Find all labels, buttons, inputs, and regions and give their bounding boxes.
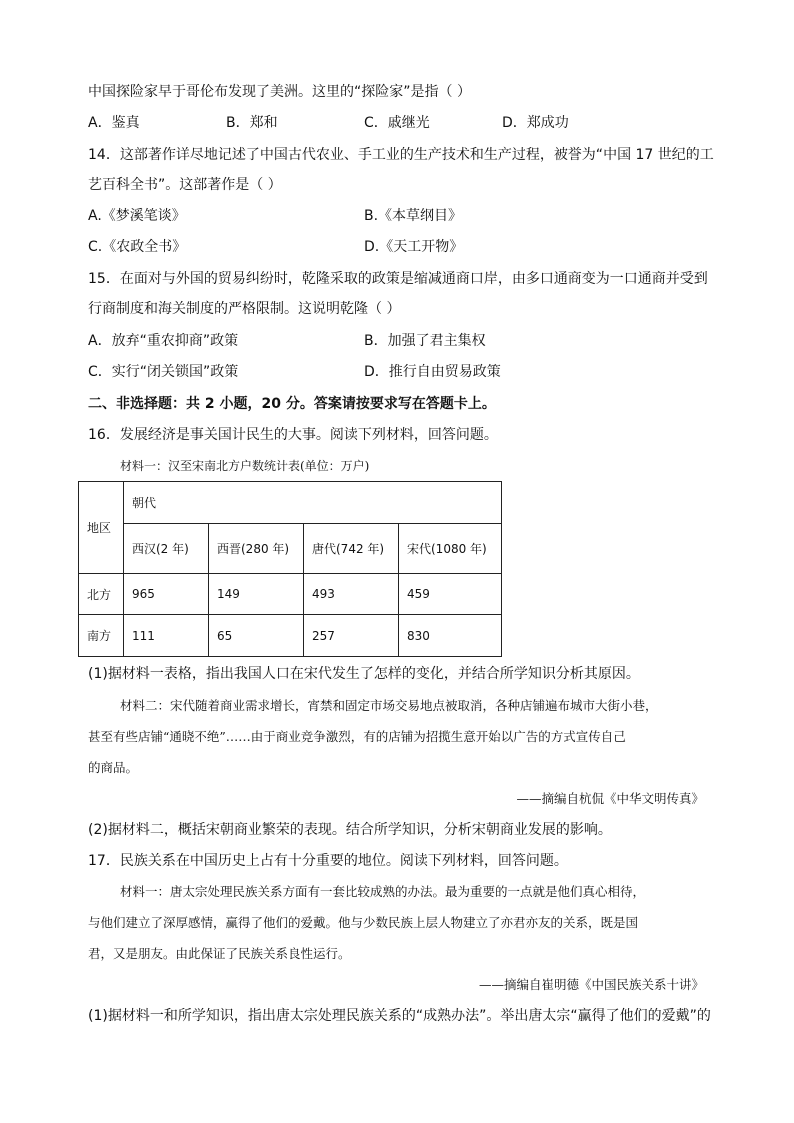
q14-option-a: A.《梦溪笔谈》 — [88, 208, 186, 224]
q14-stem-line1: 14．这部著作详尽地记述了中国古代农业、手工业的生产技术和生产过程，被誉为“中国 17 世纪的工 — [88, 147, 714, 163]
material2-source: ——摘编自杭侃《中华文明传真》 — [516, 791, 704, 806]
q16-sub2: (2)据材料二，概括宋朝商业繁荣的表现。结合所学知识，分析宋朝商业发展的影响。 — [88, 822, 612, 838]
row-label: 北方 — [79, 574, 124, 615]
table-header-row — [79, 482, 502, 524]
q14-option-d: D.《天工开物》 — [364, 239, 464, 255]
q15-option-c: C．实行“闭关锁国”政策 — [88, 364, 239, 380]
q14-option-b: B.《本草纲目》 — [364, 208, 463, 224]
material1-line2: 与他们建立了深厚感情，赢得了他们的爱戴。他与少数民族上层人物建立了亦君亦友的关系，既是国 — [88, 915, 639, 930]
material2-line1: 材料二：宋代随着商业需求增长，宵禁和固定市场交易地点被取消，各种店铺遍布城市大街小巷， — [120, 698, 658, 713]
material2-line3: 的商品。 — [88, 760, 139, 775]
table-cell: 830 — [399, 615, 502, 657]
table-cell: 111 — [124, 615, 209, 657]
q15-stem-line1: 15．在面对与外国的贸易纠纷时，乾隆采取的政策是缩减通商口岸，由多口通商变为一口通商并受到 — [88, 271, 708, 287]
material1-line3: 君，又是朋友。由此保证了民族关系良性运行。 — [88, 946, 351, 961]
q15-stem-line2: 行商制度和海关制度的严格限制。这说明乾隆（ ） — [88, 301, 401, 317]
q14-stem-line2: 艺百科全书”。这部著作是（ ） — [88, 177, 282, 193]
column-header: 唐代(742 年) — [304, 524, 399, 574]
column-header: 西汉(2 年) — [124, 524, 209, 574]
q13-option-d: D．郑成功 — [502, 115, 569, 131]
dynasty-header: 朝代 — [132, 496, 157, 510]
material1-line1: 材料一：唐太宗处理民族关系方面有一套比较成熟的办法。最为重要的一点就是他们真心相待， — [120, 884, 646, 899]
q13-option-b: B．郑和 — [226, 115, 278, 131]
q13-option-a: A．鉴真 — [88, 115, 140, 131]
q17-stem: 17．民族关系在中国历史上占有十分重要的地位。阅读下列材料，回答问题。 — [88, 853, 568, 869]
row-label: 南方 — [79, 615, 124, 657]
q16-stem: 16．发展经济是事关国计民生的大事。阅读下列材料，回答问题。 — [88, 427, 498, 443]
q15-option-d: D．推行自由贸易政策 — [364, 364, 501, 380]
dynasty-header-cell — [124, 482, 502, 524]
table-cell: 493 — [304, 574, 399, 615]
material1-source: ——摘编自崔明德《中国民族关系十讲》 — [478, 977, 704, 992]
table-cell: 459 — [399, 574, 502, 615]
table-cell: 65 — [209, 615, 304, 657]
table-row — [79, 574, 502, 615]
section-heading: 二、非选择题：共 2 小题，20 分。答案请按要求写在答题卡上。 — [88, 396, 496, 412]
column-header: 宋代(1080 年) — [399, 524, 502, 574]
q13-stem: 中国探险家早于哥伦布发现了美洲。这里的“探险家”是指（ ） — [88, 84, 471, 100]
q17-sub1: (1)据材料一和所学知识，指出唐太宗处理民族关系的“成熟办法”。举出唐太宗“赢得了他们的爱戴”的 — [88, 1008, 711, 1024]
q15-option-a: A．放弃“重农抑商”政策 — [88, 333, 239, 349]
household-table — [78, 481, 502, 657]
table-row — [79, 615, 502, 657]
table-cell: 149 — [209, 574, 304, 615]
table-caption: 材料一：汉至宋南北方户数统计表(单位：万户) — [120, 459, 370, 473]
column-header: 西晋(280 年) — [209, 524, 304, 574]
q14-option-c: C.《农政全书》 — [88, 239, 187, 255]
q15-option-b: B．加强了君主集权 — [364, 333, 486, 349]
region-header: 地区 — [87, 521, 112, 535]
table-columns-row — [79, 524, 502, 574]
table-cell: 257 — [304, 615, 399, 657]
q13-option-c: C．戚继光 — [364, 115, 430, 131]
region-header-cell — [79, 482, 124, 574]
material2-line2: 甚至有些店铺“通晓不绝”……由于商业竞争激烈，有的店铺为招揽生意开始以广告的方式宣传自己 — [88, 729, 626, 744]
table-cell: 965 — [124, 574, 209, 615]
q16-sub1: (1)据材料一表格，指出我国人口在宋代发生了怎样的变化，并结合所学知识分析其原因。 — [88, 666, 640, 682]
